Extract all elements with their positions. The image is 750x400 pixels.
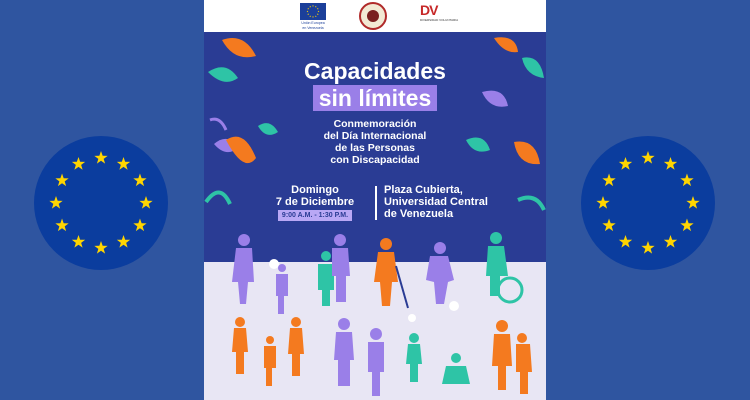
person-figure	[264, 336, 276, 386]
eu-star-icon	[680, 219, 693, 232]
eu-star-icon	[49, 196, 62, 209]
venue-line: de Venezuela	[384, 208, 454, 220]
eu-star-icon	[72, 235, 85, 248]
poster-subtitle	[204, 118, 546, 166]
event-poster	[204, 0, 546, 400]
person-figure	[318, 251, 334, 306]
logo-bar	[204, 0, 546, 32]
event-time-badge: 9:00 A.M. - 1:30 P.M.	[278, 210, 352, 221]
person-figure	[276, 264, 288, 314]
eu-flag-icon	[300, 3, 326, 20]
eu-star-icon	[641, 151, 654, 164]
eu-star-icon	[117, 235, 130, 248]
eu-star-icon	[664, 157, 677, 170]
eu-star-icon	[72, 157, 85, 170]
eu-star-icon	[55, 219, 68, 232]
venue-line: Universidad Central	[384, 196, 488, 208]
poster-title	[204, 58, 546, 111]
eu-star-icon	[664, 235, 677, 248]
subtitle-line: del Día Internacional	[323, 130, 427, 142]
person-figure	[486, 232, 522, 302]
event-day: Domingo	[291, 184, 339, 196]
university-seal-icon	[359, 2, 387, 30]
eu-star-icon	[619, 235, 632, 248]
eu-star-icon	[315, 15, 317, 17]
eu-flag-right	[581, 136, 715, 270]
title-line-2: sin límites	[313, 85, 437, 111]
person-figure	[334, 318, 354, 386]
dv-logo-caption: DIVERSIDAD VOLUNTARIA	[420, 18, 459, 22]
venue-line: Plaza Cubierta,	[384, 184, 463, 196]
person-figure	[232, 234, 279, 304]
person-figure	[442, 353, 470, 384]
diversidad-voluntaria-logo	[420, 3, 462, 22]
eu-logo-caption-2: en Venezuela	[302, 26, 324, 30]
eu-star-icon	[133, 174, 146, 187]
eu-star-icon	[312, 5, 314, 7]
eu-star-icon	[602, 174, 615, 187]
eu-stars-left	[34, 136, 168, 270]
person-figure	[406, 314, 422, 382]
eu-star-icon	[133, 219, 146, 232]
eu-star-icon	[596, 196, 609, 209]
eu-flag-left	[34, 136, 168, 270]
title-line-1: Capacidades	[304, 58, 446, 84]
people-illustration	[204, 226, 546, 400]
eu-star-icon	[307, 13, 309, 15]
eu-star-icon	[602, 219, 615, 232]
person-figure	[374, 238, 408, 308]
eu-star-icon	[315, 6, 317, 8]
person-figure	[232, 317, 248, 374]
subtitle-line: con Discapacidad	[330, 154, 420, 166]
event-venue	[384, 184, 504, 220]
subtitle-line: Conmemoración	[333, 118, 417, 130]
eu-star-icon	[139, 196, 152, 209]
eu-star-icon	[117, 157, 130, 170]
eu-star-icon	[686, 196, 699, 209]
person-figure	[492, 320, 512, 390]
eu-logo	[296, 3, 330, 30]
person-figure	[516, 333, 532, 394]
person-figure	[368, 328, 384, 396]
event-date-text: 7 de Diciembre	[275, 196, 355, 208]
eu-star-icon	[641, 241, 654, 254]
subtitle-line: de las Personas	[335, 142, 415, 154]
eu-star-icon	[307, 8, 309, 10]
eu-stars-right	[581, 136, 715, 270]
eu-star-icon	[318, 11, 320, 13]
person-figure	[332, 234, 350, 302]
eu-star-icon	[94, 241, 107, 254]
eu-star-icon	[619, 157, 632, 170]
eu-star-icon	[94, 151, 107, 164]
eu-star-icon	[309, 6, 311, 8]
person-figure	[288, 317, 304, 376]
dv-logo-mark: DV	[420, 2, 438, 18]
eu-star-icon	[55, 174, 68, 187]
eu-star-icon	[680, 174, 693, 187]
person-figure	[426, 242, 459, 311]
eu-logo-caption-1: Unión Europea	[301, 21, 325, 25]
eu-star-icon	[309, 15, 311, 17]
eu-star-icon	[317, 13, 319, 15]
eu-star-icon	[317, 8, 319, 10]
divider	[375, 186, 377, 220]
eu-star-icon	[307, 11, 309, 13]
event-date	[260, 184, 370, 221]
eu-star-icon	[312, 16, 314, 18]
